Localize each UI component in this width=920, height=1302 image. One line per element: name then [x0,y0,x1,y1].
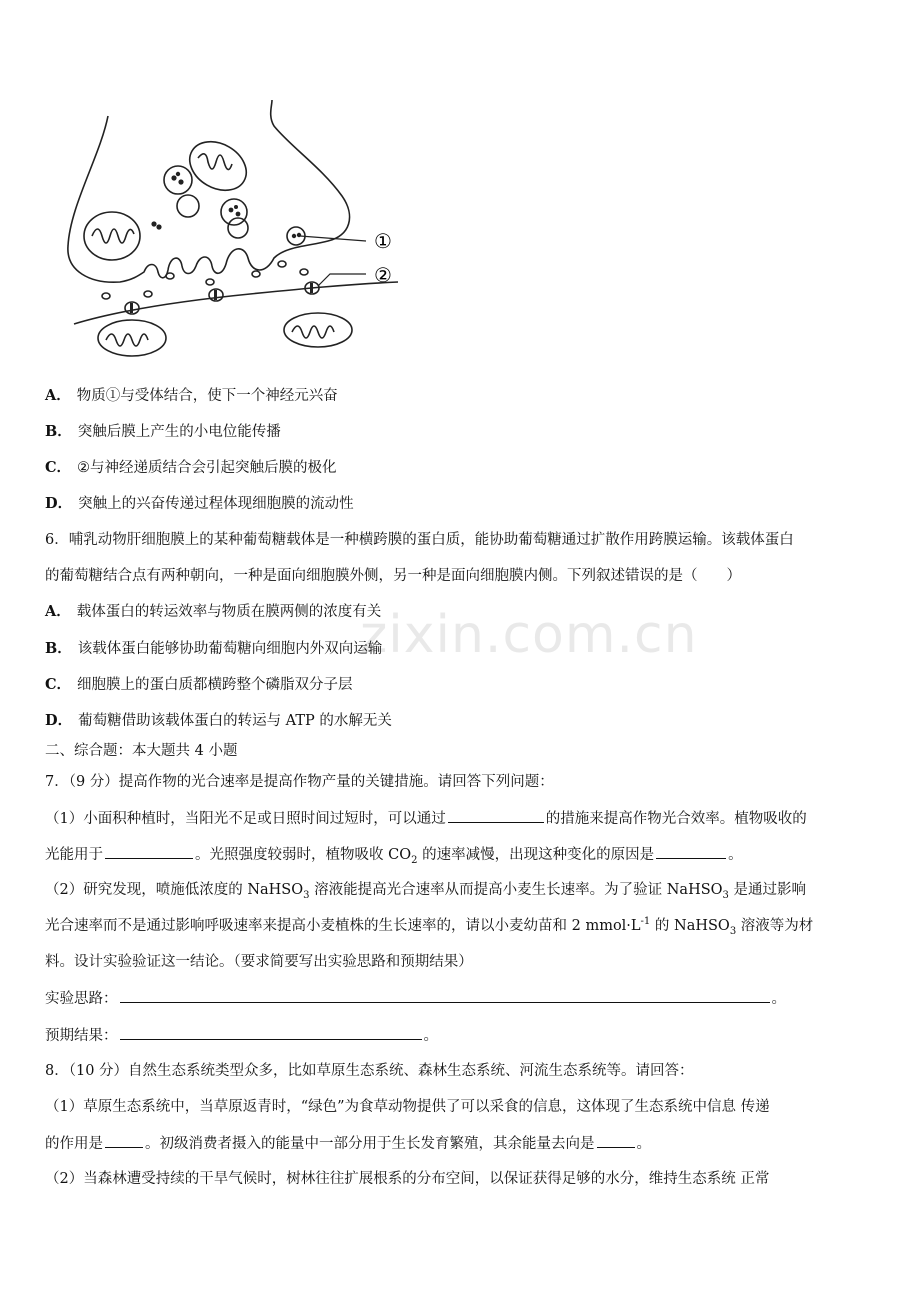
q5-option-b: B． 突触后膜上产生的小电位能传播 [45,423,281,440]
q7-p1-line1: （1）小面积种植时，当阳光不足或日照时间过短时，可以通过 的措施来提高作物光合效率。植物吸收的 [45,808,807,829]
answer-blank[interactable] [105,1133,143,1148]
q8-p1-line1: （1）草原生态系统中，当草原返青时，“绿色”为食草动物提供了可以采食的信息，这体现了生态系统中信息 传递 [45,1099,770,1115]
q6-option-c: C． 细胞膜上的蛋白质都横跨整个磷脂双分子层 [45,676,353,693]
q6-option-b: B． 该载体蛋白能够协助葡萄糖向细胞内外双向运输 [45,640,383,657]
q7-idea: 实验思路： 。 [45,988,786,1009]
q6-option-d: D． 葡萄糖借助该载体蛋白的转运与 ATP 的水解无关 [45,712,392,729]
q6-stem-line2: 的葡萄糖结合点有两种朝向，一种是面向细胞膜外侧，另一种是面向细胞膜内侧。下列叙述错误的是（ ） [45,568,741,584]
synaptic-vesicle [164,166,192,194]
synaptic-vesicle [221,199,247,225]
q6-option-a: A． 载体蛋白的转运效率与物质在膜两侧的浓度有关 [45,603,382,620]
idea-blank[interactable] [120,988,770,1003]
q8-p2-line1: （2）当森林遭受持续的干旱气候时，树林往往扩展根系的分布空间，以保证获得足够的水分，维持生态系统 正常 [45,1171,770,1187]
mitochondrion [181,132,255,200]
q8-p1-line2: 的作用是 。初级消费者摄入的能量中一部分用于生长发育繁殖，其余能量去向是 。 [45,1133,651,1154]
answer-blank[interactable] [597,1133,635,1148]
presynaptic-membrane [68,100,350,282]
q5-option-c: C． ②与神经递质结合会引起突触后膜的极化 [45,459,337,476]
answer-blank[interactable] [656,844,726,859]
synapse-diagram [60,96,410,366]
watermark: zixin.com.cn [360,605,698,665]
section-2-title: 二、综合题：本大题共 4 小题 [45,743,238,759]
label-2: ② [374,263,392,287]
q6-stem-line1: 6．哺乳动物肝细胞膜上的某种葡萄糖载体是一种横跨膜的蛋白质，能协助葡萄糖通过扩散作用跨膜运输。该载体蛋白 [45,532,794,548]
q8-head: 8．（10 分）自然生态系统类型众多，比如草原生态系统、森林生态系统、河流生态系统等。请回答： [45,1063,694,1079]
q7-head: 7．（9 分）提高作物的光合速率是提高作物产量的关键措施。请回答下列问题： [45,774,554,790]
postsynaptic-membrane [74,282,398,324]
q5-option-a: A． 物质①与受体结合，使下一个神经元兴奋 [45,387,338,404]
label-1: ① [374,229,392,253]
q7-p2-line3: 料。设计实验验证这一结论。（要求简要写出实验思路和预期结果） [45,954,473,970]
q5-option-d: D． 突触上的兴奋传递过程体现细胞膜的流动性 [45,495,354,512]
q7-p2-line1: （2）研究发现，喷施低浓度的 NaHSO$_3$ 溶液能提高光合速率从而提高小麦生长速率。为了验证 NaHSO$_3$ 是通过影响 [45,882,807,901]
q7-p2-line2: 光合速率而不是通过影响呼吸速率来提高小麦植株的生长速率的，请以小麦幼苗和 2 $mmol\cdot L^{-1}$ 的 NaHSO$_3$ 溶液等为材 [45,916,814,937]
q7-p1-line2: 光能用于 。光照强度较弱时，植物吸收 $CO_2$ 的速率减慢，出现这种变化的原因是 。 [45,844,743,865]
answer-blank[interactable] [105,844,193,859]
q7-result: 预期结果： 。 [45,1025,438,1046]
answer-blank[interactable] [448,808,544,823]
result-blank[interactable] [120,1025,422,1040]
